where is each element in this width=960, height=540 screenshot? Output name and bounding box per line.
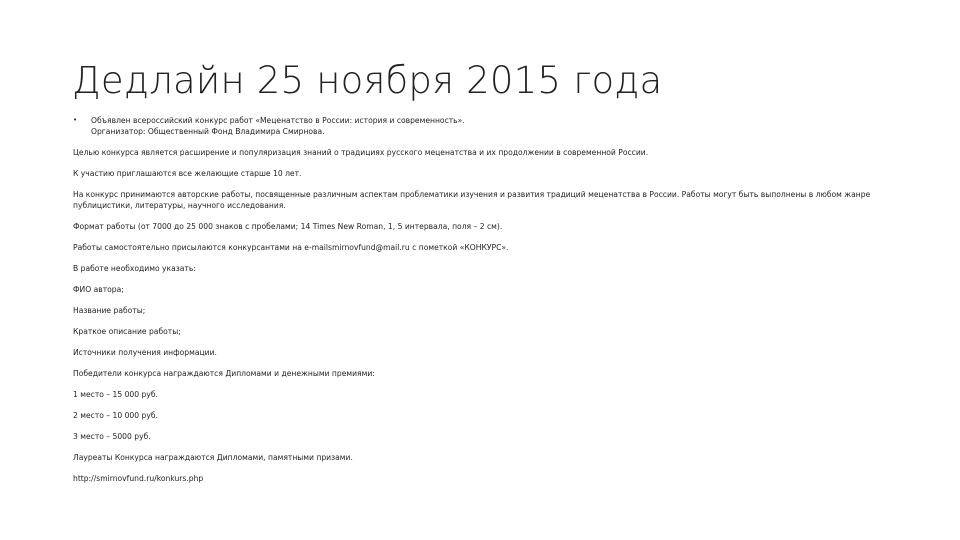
prize-item: 2 место – 10 000 руб. [73,411,158,420]
requirement-item: Краткое описание работы; [73,327,181,336]
format-paragraph: Формат работы (от 7000 до 25 000 знаков с пробелами; 14 Times New Roman, 1, 5 интервала, поля – 2 см). [73,222,503,231]
goal-paragraph: Целью конкурса является расширение и популяризация знаний о традициях русского меценатства и их продолжении в современной России. [73,148,649,157]
eligibility-paragraph: К участию приглашаются все желающие старше 10 лет. [73,169,302,178]
prize-item: 1 место – 15 000 руб. [73,390,158,399]
requirement-item: ФИО автора; [73,285,124,294]
requirement-item: Название работы; [73,306,146,315]
contest-link[interactable]: http://smirnovfund.ru/konkurs.php [73,474,204,483]
prize-item: 3 место – 5000 руб. [73,432,151,441]
requirement-item: Источники получения информации. [73,348,217,357]
prizes-heading: Победители конкурса награждаются Дипломами и денежными премиями: [73,369,375,378]
announcement-line: Объявлен всероссийский конкурс работ «Меценатство в России: история и современность». [91,116,465,125]
slide-body [73,115,913,494]
organizer-line: Организатор: Общественный Фонд Владимира Смирнова. [91,127,325,136]
requirements-heading: В работе необходимо указать: [73,264,196,273]
bullet-item [73,115,913,137]
laureates-paragraph: Лауреаты Конкурса награждаются Дипломами, памятными призами. [73,453,353,462]
submission-paragraph: Работы самостоятельно присылаются конкурсантами на e-mailsmirnovfund@mail.ru с пометкой «КОНКУРС». [73,243,509,252]
bullet-text [91,115,465,137]
slide-title: Дедлайн 25 ноября 2015 года [72,59,663,102]
works-paragraph: На конкурс принимаются авторские работы, посвященные различным аспектам проблематики изучения и развития традиций меценатства в России. Работы могут быть выполнены в любом жанре публицистики, литературы, научного исследования. [73,190,871,210]
bullet-icon: • [73,116,78,124]
